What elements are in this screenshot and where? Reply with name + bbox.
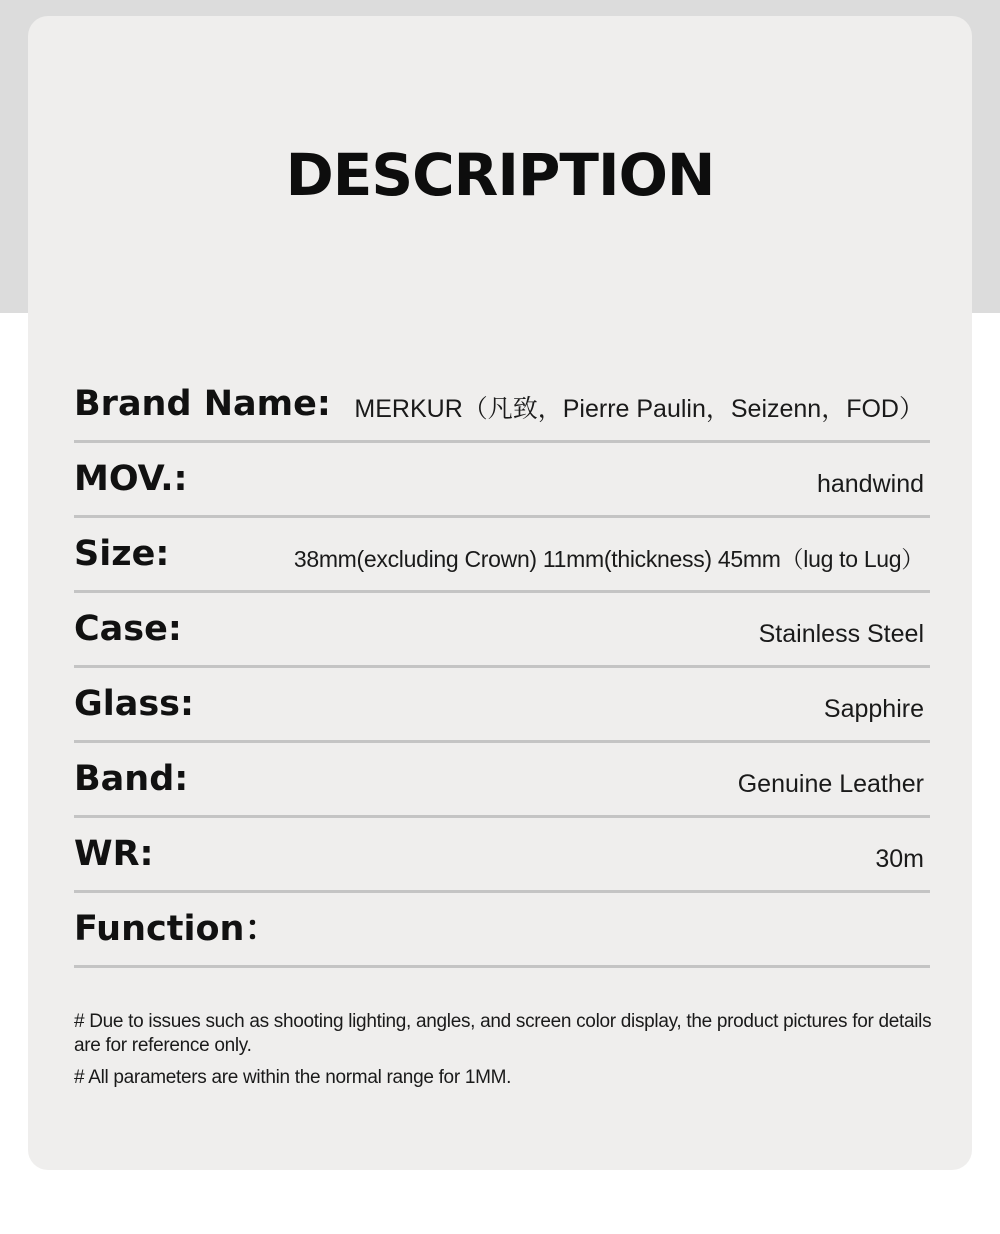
spec-row-band [74, 743, 930, 818]
spec-value: Genuine Leather [737, 770, 924, 798]
spec-label: Glass: [74, 684, 195, 724]
spec-value: Sapphire [823, 695, 924, 723]
disclaimer-note: # Due to issues such as shooting lighting, angles, and screen color display, the product pictures for details are for reference only. [74, 1011, 932, 1056]
spec-row-glass [74, 668, 930, 743]
spec-value: Stainless Steel [758, 620, 924, 648]
spec-label: Function： [74, 909, 280, 949]
spec-label: WR: [74, 834, 154, 874]
spec-value: MERKUR（凡致，Pierre Paulin，Seizenn，FOD） [354, 395, 924, 423]
spec-row-size [74, 518, 930, 593]
spec-row-case [74, 593, 930, 668]
spec-value: 30m [875, 845, 924, 873]
spec-value: handwind [816, 470, 924, 498]
spec-row-movement [74, 443, 930, 518]
disclaimer-note: # All parameters are within the normal range for 1MM. [74, 1067, 512, 1088]
spec-label: Band: [74, 759, 189, 799]
spec-row-function [74, 893, 930, 968]
spec-label: Brand Name: [74, 384, 331, 424]
spec-table [74, 368, 930, 968]
disclaimer-notes [74, 1010, 944, 1098]
page-title: DESCRIPTION [285, 141, 715, 209]
spec-label: Size: [74, 534, 170, 574]
spec-row-water-resistance [74, 818, 930, 893]
spec-row-brand-name [74, 368, 930, 443]
spec-label: MOV.: [74, 459, 188, 499]
spec-label: Case: [74, 609, 182, 649]
spec-value: 38mm(excluding Crown) 11mm(thickness) 45mm（lug to Lug） [293, 546, 924, 572]
